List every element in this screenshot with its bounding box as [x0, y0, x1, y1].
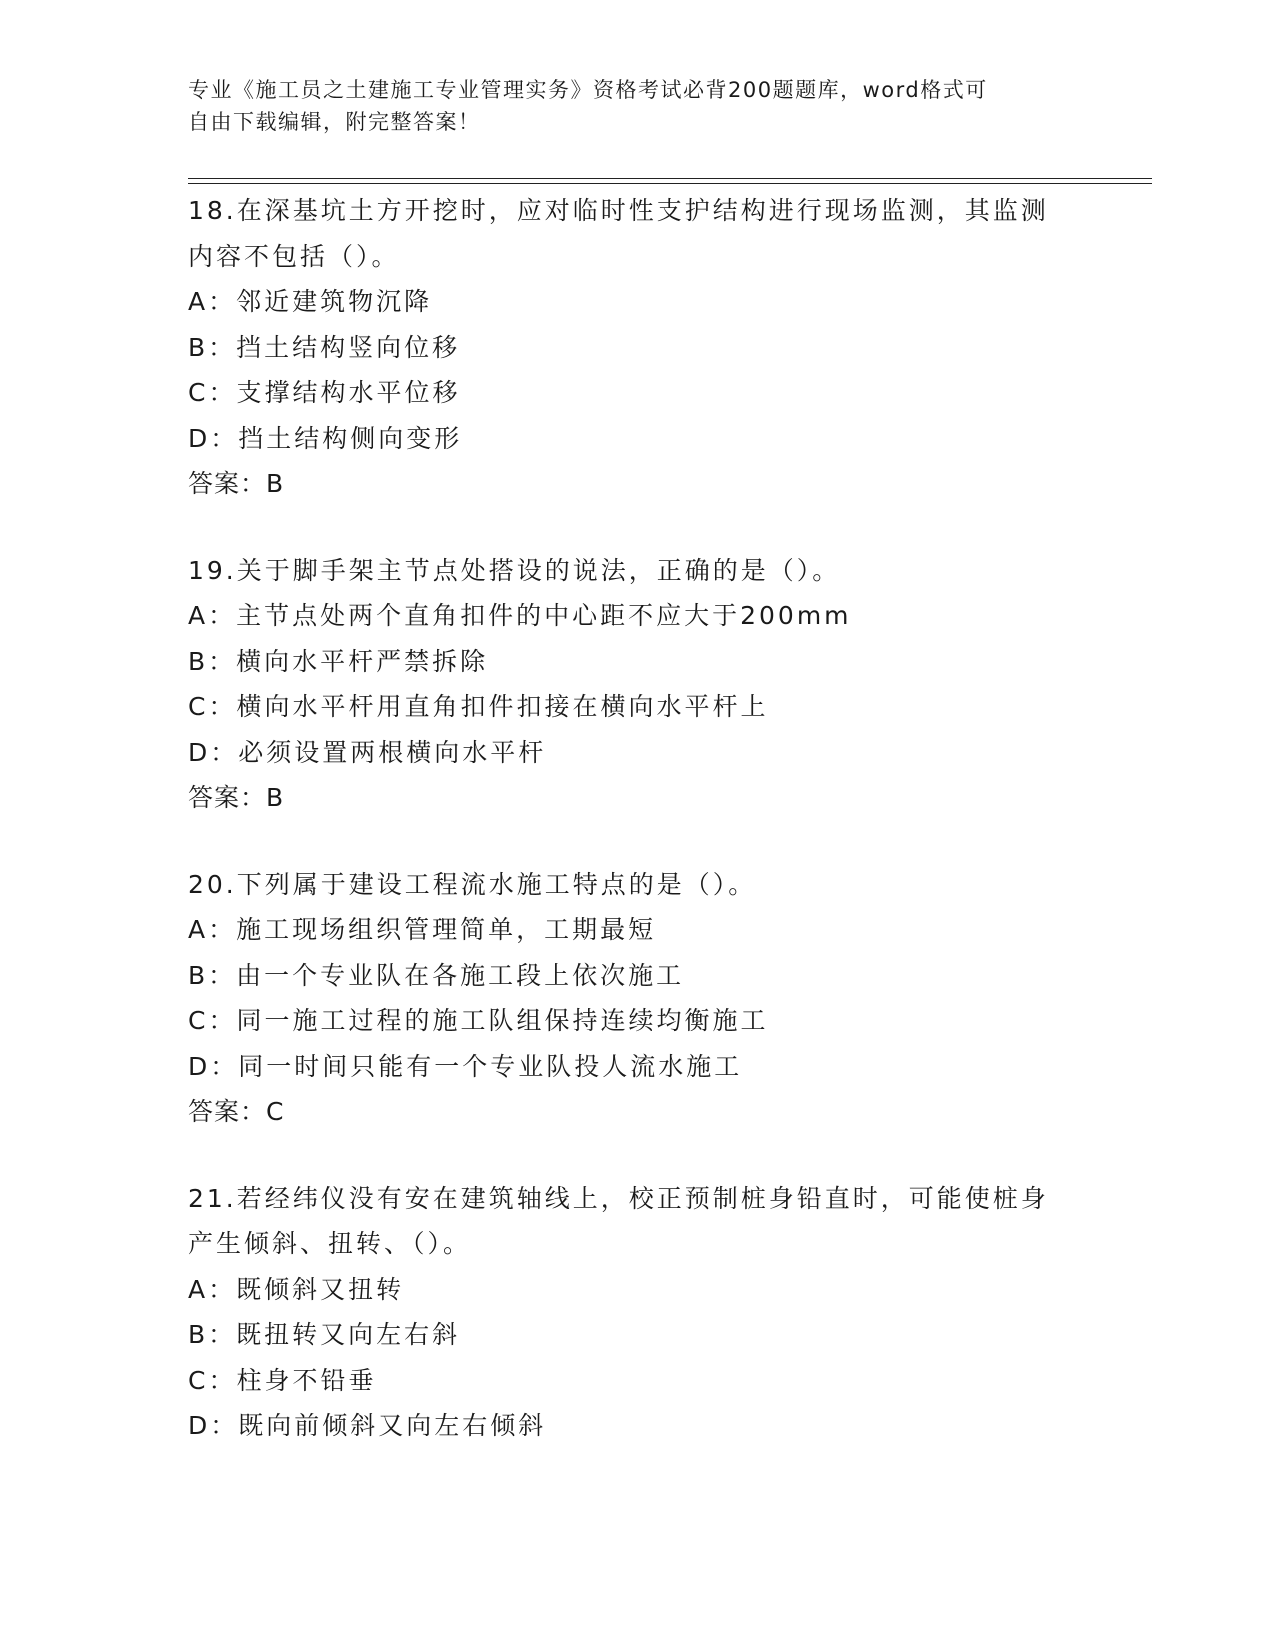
option-b: B：由一个专业队在各施工段上依次施工: [188, 960, 685, 990]
question-stem: 18.在深基坑土方开挖时，应对临时性支护结构进行现场监测，其监测: [188, 196, 1049, 225]
header-divider-top: [188, 178, 1152, 179]
question-stem: 产生倾斜、扭转、（）。: [188, 1229, 472, 1258]
option-c: C：支撑结构水平位移: [188, 378, 461, 407]
option-c: C：横向水平杆用直角扣件扣接在横向水平杆上: [188, 692, 769, 721]
question-stem: 19.关于脚手架主节点处搭设的说法，正确的是（）。: [188, 555, 841, 585]
question-20: [188, 862, 1088, 1135]
option-b: B：挡土结构竖向位移: [188, 332, 461, 362]
question-18: [188, 188, 1088, 507]
option-b: B：既扭转又向左右斜: [188, 1320, 461, 1349]
header-divider-bottom: [188, 183, 1152, 184]
option-d: D：必须设置两根横向水平杆: [188, 737, 547, 767]
answer: 答案：C: [188, 1097, 285, 1126]
question-21: [188, 1176, 1088, 1449]
question-stem: 20.下列属于建设工程流水施工特点的是（）。: [188, 869, 757, 899]
question-19: [188, 548, 1088, 821]
header-title-line-2: 自由下载编辑，附完整答案！: [188, 110, 481, 134]
option-a: A：既倾斜又扭转: [188, 1274, 405, 1304]
document-header: [188, 74, 1088, 138]
option-d: D：既向前倾斜又向左右倾斜: [188, 1411, 547, 1440]
option-a: A：邻近建筑物沉降: [188, 287, 433, 316]
header-title-line-1: 专业《施工员之土建施工专业管理实务》资格考试必背200题题库，word格式可: [188, 78, 988, 102]
option-b: B：横向水平杆严禁拆除: [188, 646, 489, 676]
question-list: [188, 188, 1088, 1449]
option-d: D：挡土结构侧向变形: [188, 423, 463, 453]
question-stem: 21.若经纬仪没有安在建筑轴线上，校正预制桩身铅直时，可能使桩身: [188, 1183, 1049, 1213]
option-c: C：同一施工过程的施工队组保持连续均衡施工: [188, 1006, 769, 1035]
option-c: C：柱身不铅垂: [188, 1365, 377, 1395]
option-d: D：同一时间只能有一个专业队投人流水施工: [188, 1051, 743, 1081]
question-stem: 内容不包括（）。: [188, 241, 400, 271]
option-a: A：施工现场组织管理简单，工期最短: [188, 915, 657, 944]
answer: 答案：B: [188, 469, 285, 498]
option-a: A：主节点处两个直角扣件的中心距不应大于200mm: [188, 601, 852, 630]
answer: 答案：B: [188, 783, 285, 812]
